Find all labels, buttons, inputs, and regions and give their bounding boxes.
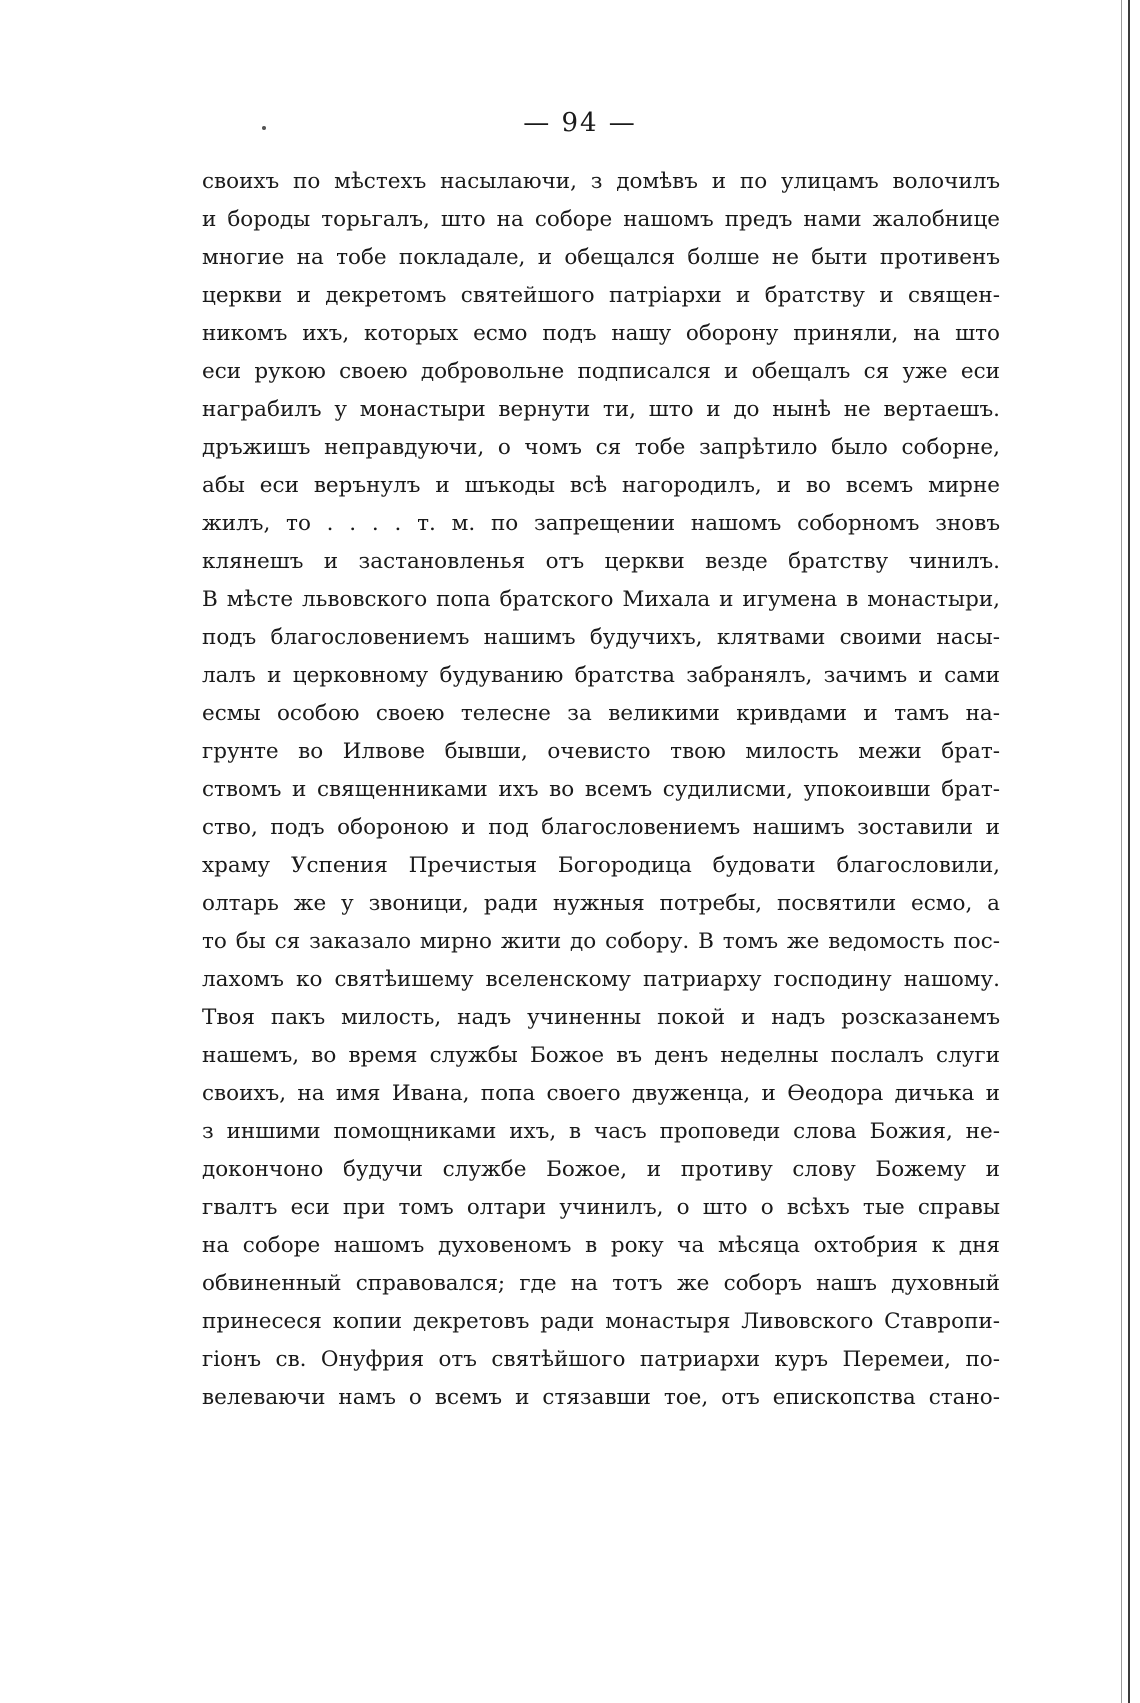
text-line: никомъ ихъ, которых есмо подъ нашу оборону приняли, на што <box>202 321 1000 346</box>
text-line: храму Успения Пречистыя Богородица будовати благословили, <box>202 853 1000 878</box>
text-line: принесеся копии декретовъ ради монастыря Ливовского Ставропи- <box>202 1309 1000 1334</box>
text-line: клянешъ и застановленья отъ церкви везде братству чинилъ. <box>202 549 1000 574</box>
text-line: з иншими помощниками ихъ, в часъ проповеди слова Божия, не- <box>202 1119 1000 1144</box>
text-line: то бы ся заказало мирно жити до собору. В томъ же ведомость пос- <box>202 929 1000 954</box>
text-line: докончоно будучи службе Божое, и противу слову Божему и <box>202 1157 1000 1182</box>
body-text <box>202 163 1000 1417</box>
text-line: ствомъ и священниками ихъ во всемъ судилисми, упокоивши брат- <box>202 777 1000 802</box>
text-line: награбилъ у монастыри вернути ти, што и до нынѣ не вертаешъ. <box>202 397 1000 422</box>
text-line: Твоя пакъ милость, надъ учиненны покой и надъ розсказанемъ <box>202 1005 1000 1030</box>
text-line: олтарь же у звоници, ради нужныя потребы, посвятили есмо, а <box>202 891 1000 916</box>
text-line: грунте во Илвове бывши, очевисто твою милость межи брат- <box>202 739 1000 764</box>
text-line: лалъ и церковному будуванию братства забранялъ, зачимъ и сами <box>202 663 1000 688</box>
text-line: абы еси верънулъ и шъкоды всѣ нагородилъ, и во всемъ мирне <box>202 473 1000 498</box>
text-line: нашемъ, во время службы Божое въ денъ неделны послалъ слуги <box>202 1043 1000 1068</box>
page-edge-rule <box>1128 0 1130 1703</box>
text-line: обвиненный справовался; где на тотъ же соборъ нашъ духовный <box>202 1271 1000 1296</box>
text-line: своихъ, на имя Ивана, попа своего двуженца, и Ѳеодора дичька и <box>202 1081 1000 1106</box>
page-edge-shadow <box>1121 0 1122 1703</box>
text-line: многие на тобе покладале, и обещался болше не быти противенъ <box>202 245 1000 270</box>
text-line: еси рукою своею добровольне подписался и обещалъ ся уже еси <box>202 359 1000 384</box>
text-line: на соборе нашомъ духовеномъ в року ча мѣсяца охтобрия к дня <box>202 1233 1000 1258</box>
text-line: своихъ по мѣстехъ насылаючи, з домѣвъ и по улицамъ волочилъ <box>202 169 1000 194</box>
text-line: гвалтъ еси при томъ олтари учинилъ, о што о всѣхъ тые справы <box>202 1195 1000 1220</box>
text-line: гіонъ св. Онуфрия отъ святѣйшого патриархи куръ Перемеи, по- <box>202 1347 1000 1372</box>
text-line: лахомъ ко святѣишему вселенскому патриарху господину нашому. <box>202 967 1000 992</box>
text-line: дръжишъ неправдуючи, о чомъ ся тобе запрѣтило было соборне, <box>202 435 1000 460</box>
text-line: велеваючи намъ о всемъ и стязавши тое, отъ епископства стано- <box>202 1385 1000 1410</box>
text-line: жилъ, то . . . . т. м. по запрещении нашомъ соборномъ зновъ <box>202 511 1000 536</box>
text-line: есмы особою своею телесне за великими кривдами и тамъ на- <box>202 701 1000 726</box>
text-line: и бороды торьгалъ, што на соборе нашомъ предъ нами жалобнице <box>202 207 1000 232</box>
page-number: — 94 — <box>523 108 637 138</box>
text-line: подъ благословениемъ нашимъ будучихъ, клятвами своими насы- <box>202 625 1000 650</box>
text-line: ство, подъ обороною и под благословениемъ нашимъ зоставили и <box>202 815 1000 840</box>
text-line: церкви и декретомъ святейшого патріархи и братству и священ- <box>202 283 1000 308</box>
text-line: В мѣсте львовского попа братского Михала и игумена в монастыри, <box>202 587 1000 612</box>
